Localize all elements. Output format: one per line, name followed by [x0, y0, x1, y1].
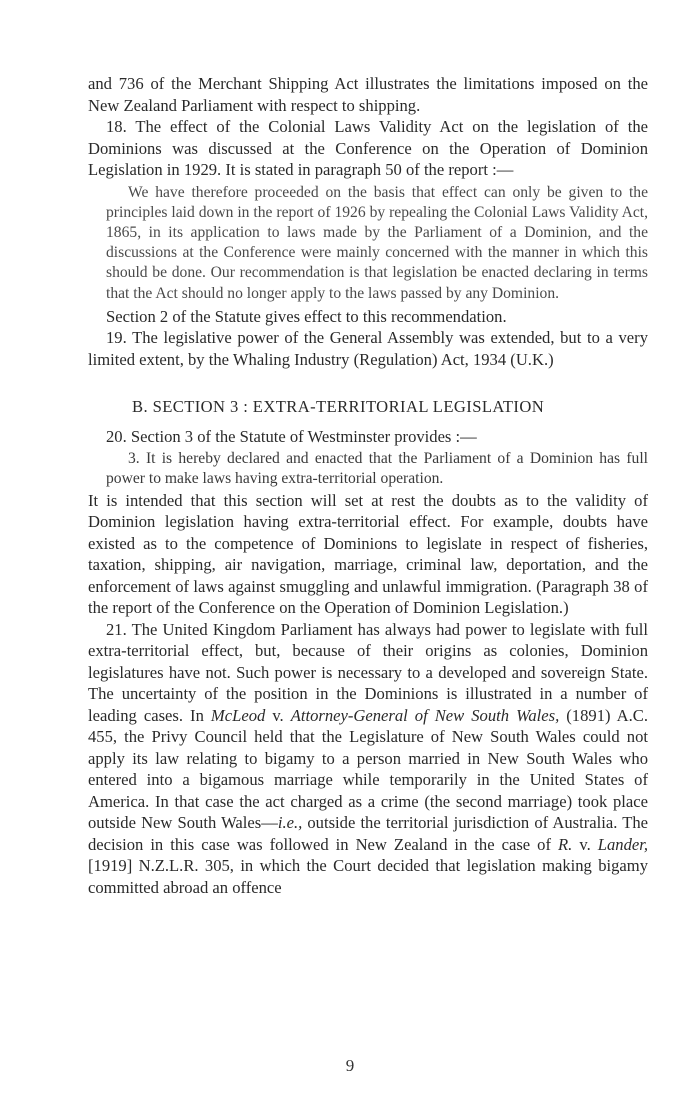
case-name-mcleod: McLeod — [210, 705, 266, 725]
paragraph-20-continued: It is intended that this section will set at rest the doubts as to the validity of Dominion legislation having extra-territorial effect. For example, doubts have existed as to the competence of Dominions to legislate in respect of fisheries, taxation, shipping, air navigation, marriage, criminal law, deportation, and the enforcement of laws against smuggling and unlawful immigration. (Paragraph 38 of the report of the Conference on the Operation of Dominion Legislation.) — [88, 490, 648, 618]
paragraph-20: 20. Section 3 of the Statute of Westminster provides :— — [106, 426, 477, 446]
block-quote-statute: 3. It is hereby declared and enacted that the Parliament of a Dominion has full power to make laws having extra-territorial operation. — [106, 450, 648, 488]
paragraph-21-text-a: 21. The United Kingdom Parliament has always had power to legislate with full extra-territorial effect, but, because of their origins as colonies, Dominion legislatures have not. Such power is necessary to a developed and sovereign State. The uncertainty of the position in the Dominions is illustrated in a number of leading cases. In — [88, 619, 648, 725]
block-quote-report: We have therefore proceeded on the basis that effect can only be given to the principles laid down in the report of 1926 by repealing the Colonial Laws Validity Act, 1865, in its application to laws made by the Parliament of a Dominion, and the discussions at the Conference were mainly concerned with the manner in which this should be done. Our recommendation is that legislation be enacted declaring in terms that the Act should no longer apply to the laws passed by any Dominion. — [106, 183, 648, 302]
abbreviation-ie: i.e., — [277, 813, 303, 833]
versus-2: v. — [572, 834, 598, 854]
paragraph-21 — [88, 619, 648, 899]
paragraph-19: 19. The legislative power of the General Assembly was extended, but to a very limited extent, by the Whaling Industry (Regulation) Act, 1934 (U.K.) — [88, 328, 648, 369]
document-page — [88, 73, 648, 898]
page-number: 9 — [345, 1056, 355, 1075]
paragraph-18: 18. The effect of the Colonial Laws Validity Act on the legislation of the Dominions was discussed at the Conference on the Operation of Dominion Legislation in 1929. It is stated in paragraph 50 of the report :— — [88, 117, 648, 179]
section-2-note: Section 2 of the Statute gives effect to this recommendation. — [106, 306, 507, 326]
case-name-r: R. — [558, 834, 573, 854]
versus-1: v. — [265, 705, 291, 725]
section-heading: B. SECTION 3 : EXTRA-TERRITORIAL LEGISLATION — [132, 397, 545, 417]
case-name-lander: Lander, — [597, 834, 649, 854]
paragraph-21-text-b: (1891) A.C. 455, the Privy Council held that the Legislature of New South Wales could not apply its law relating to bigamy to a person married in New South Wales who entered into a bigamous marriage while temporarily in the United States of America. In that case the act charged as a crime (the second marriage) took place outside New South Wales— — [88, 705, 648, 833]
case-party-attorney-general: Attorney-General of New South Wales, — [290, 705, 560, 725]
continuation-paragraph: and 736 of the Merchant Shipping Act illustrates the limitations imposed on the New Zealand Parliament with respect to shipping. — [88, 74, 648, 115]
paragraph-21-text-d: [1919] N.Z.L.R. 305, in which the Court decided that legislation making bigamy committed abroad an offence — [88, 856, 648, 897]
paragraph-21-text-c: outside the territorial jurisdiction of Australia. The decision in this case was followed in New Zealand in the case of — [88, 813, 648, 854]
